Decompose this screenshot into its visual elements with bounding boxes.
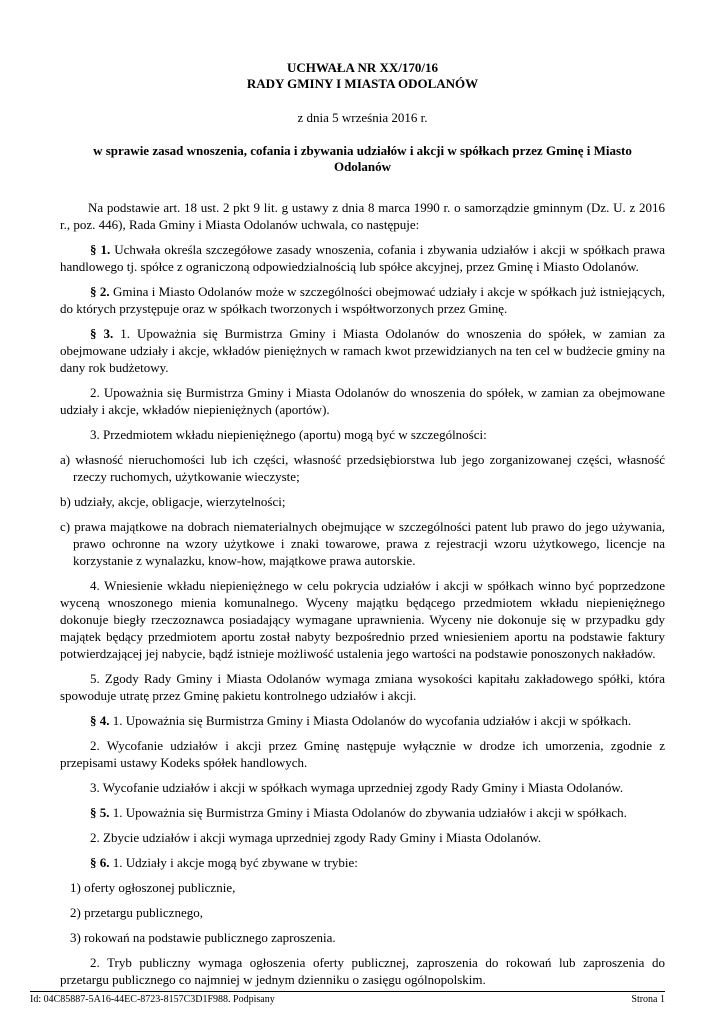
- document-id: Id: 04C85887-5A16-44EC-8723-8157C3D1F988. Podpisany: [30, 994, 275, 1005]
- section-mark: § 6.: [90, 855, 110, 870]
- section-6-item-1: 1) oferty ogłoszonej publicznie,: [70, 880, 236, 895]
- section-6-item-2: 2) przetargu publicznego,: [70, 905, 203, 920]
- section-mark: § 1.: [90, 242, 111, 257]
- section-4-p3: 3. Wycofanie udziałów i akcji w spółkach wymaga uprzedniej zgody Rady Gminy i Miasta Odolanów.: [90, 780, 624, 795]
- resolution-number: UCHWAŁA NR XX/170/16: [287, 60, 438, 75]
- section-3-item-b: b) udziały, akcje, obligacje, wierzytelności;: [60, 494, 286, 509]
- council-name: RADY GMINY I MIASTA ODOLANÓW: [246, 76, 479, 91]
- resolution-header: [60, 60, 665, 92]
- section-6-p1: § 6. 1. Udziały i akcje mogą być zbywane w trybie:: [90, 855, 358, 870]
- resolution-date: z dnia 5 września 2016 r.: [297, 110, 428, 125]
- resolution-subject: w sprawie zasad wnoszenia, cofania i zbywania udziałów i akcji w spółkach przez Gminę i Miasto Odolanów: [93, 143, 632, 174]
- section-3-p5: 5. Zgody Rady Gminy i Miasta Odolanów wymaga zmiana wysokości kapitału zakładowego spółki, która spowoduje utratę przez Gminę pakietu kontrolnego udziałów i akcji.: [60, 671, 665, 703]
- section-6-p2: 2. Tryb publiczny wymaga ogłoszenia oferty publicznej, zaproszenia do rokowań lub zaproszenia do przetargu publicznego co najmniej w jednym dzienniku o zasięgu ogólnopolskim.: [60, 955, 665, 987]
- section-4-p1: § 4. 1. Upoważnia się Burmistrza Gminy i Miasta Odolanów do wycofania udziałów i akcji w spółkach.: [90, 713, 632, 728]
- preamble: Na podstawie art. 18 ust. 2 pkt 9 lit. g ustawy z dnia 8 marca 1990 r. o samorządzie gminnym (Dz. U. z 2016 r., poz. 446), Rada Gminy i Miasta Odolanów uchwala, co następuje:: [60, 200, 665, 232]
- section-mark: § 3.: [90, 326, 114, 341]
- section-mark: § 2.: [90, 284, 110, 299]
- section-6-item-3: 3) rokowań na podstawie publicznego zaproszenia.: [70, 930, 336, 945]
- resolution-body: [60, 199, 665, 996]
- section-3-item-a: a) własność nieruchomości lub ich części, własność przedsiębiorstwa lub jego zorganizowanej części, własność rzeczy ruchomych, użytkowanie wieczyste;: [60, 452, 665, 484]
- section-4-p2: 2. Wycofanie udziałów i akcji przez Gminę następuje wyłącznie w drodze ich umorzenia, zgodnie z przepisami ustawy Kodeks spółek handlowych.: [60, 738, 665, 770]
- section-3-item-c: c) prawa majątkowe na dobrach niematerialnych obejmujące w szczególności patent lub prawo do jego używania, prawo ochronne na wzory użytkowe i znaki towarowe, prawa z rejestracji wzoru użytkowego, licencje na korzystanie z wynalazku, know-how, majątkowe prawa autorskie.: [60, 519, 665, 568]
- section-mark: § 5.: [90, 805, 110, 820]
- section-3-p3: 3. Przedmiotem wkładu niepieniężnego (aportu) mogą być w szczególności:: [90, 427, 487, 442]
- section-1: § 1. Uchwała określa szczegółowe zasady wnoszenia, cofania i zbywania udziałów i akcji w spółkach prawa handlowego tj. spółce z ograniczoną odpowiedzialnością lub spółce akcyjnej, przez Gminę i Miasto Odolanów.: [60, 242, 666, 274]
- section-3-p4: 4. Wniesienie wkładu niepieniężnego w celu pokrycia udziałów i akcji w spółkach winno być poprzedzone wyceną wnoszonego mienia komunalnego. Wyceny majątku będącego przedmiotem wkładu niepieniężnego dokonuje biegły rzeczoznawca posiadający wymagane uprawnienia. Wyceny nie dokonuje się w przypadku gdy majątek będący przedmiotem aportu został nabyty bezpośrednio przed wniesieniem aportu na podstawie faktury potwierdzającej jej nabycie, bądź istnieje możliwość ustalenia jego wartości na podstawie ponoszonych nakładów.: [60, 578, 665, 661]
- document-page: [60, 0, 665, 1024]
- section-mark: § 4.: [90, 713, 110, 728]
- section-3-p2: 2. Upoważnia się Burmistrza Gminy i Miasta Odolanów do wnoszenia do spółek, w zamian za obejmowane udziały i akcje, wkładów niepieniężnych (aportów).: [60, 385, 665, 417]
- footer-divider: [30, 991, 665, 992]
- section-3-p1: § 3. 1. Upoważnia się Burmistrza Gminy i Miasta Odolanów do wnoszenia do spółek, w zamian za obejmowane udziały i akcje, wkładów pieniężnych w ramach kwot przewidzianych na ten cel w budżecie gminy na dany rok budżetowy.: [60, 326, 665, 375]
- section-2: § 2. Gmina i Miasto Odolanów może w szczególności obejmować udziały i akcje w spółkach już istniejących, do których przystępuje oraz w spółkach tworzonych i współtworzonych przez Gminę.: [60, 284, 665, 316]
- page-number: Strona 1: [631, 994, 665, 1005]
- section-5-p2: 2. Zbycie udziałów i akcji wymaga uprzedniej zgody Rady Gminy i Miasta Odolanów.: [90, 830, 542, 845]
- section-5-p1: § 5. 1. Upoważnia się Burmistrza Gminy i Miasta Odolanów do zbywania udziałów i akcji w spółkach.: [90, 805, 627, 820]
